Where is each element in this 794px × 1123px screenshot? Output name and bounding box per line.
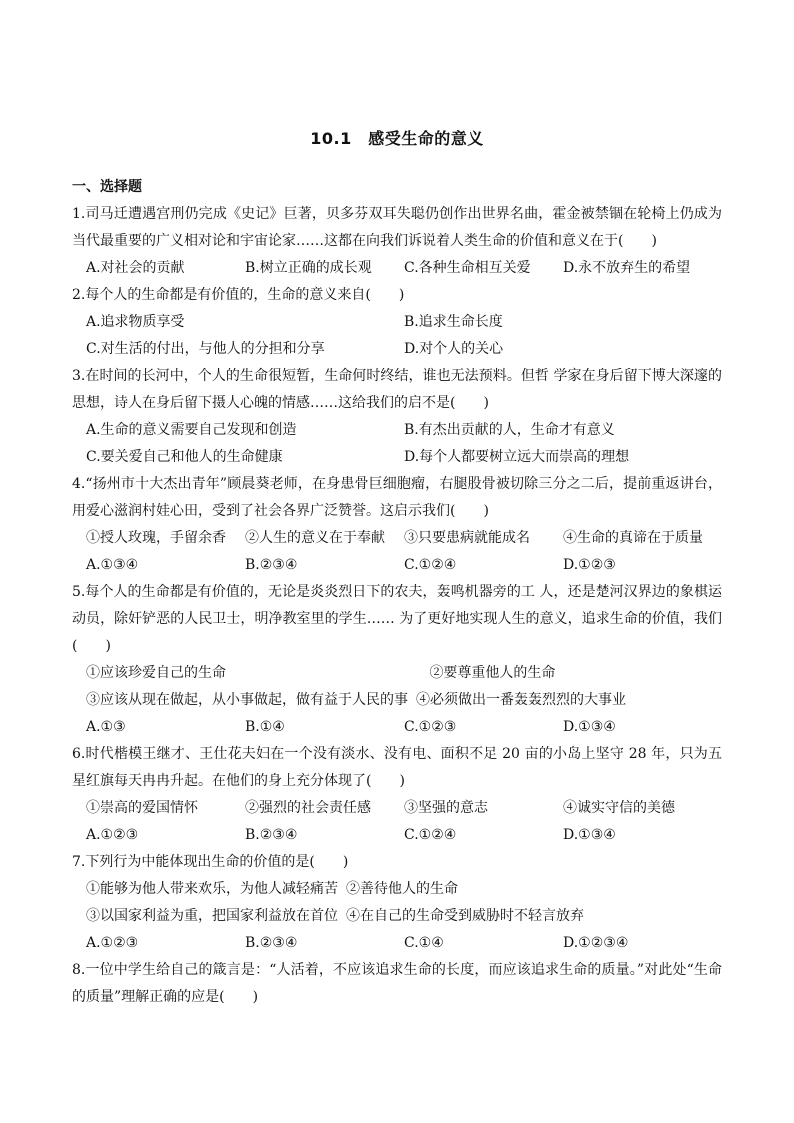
- option-c: C.①②③: [404, 719, 457, 735]
- question-7-statements-row-1: [72, 876, 722, 903]
- option-a: A.①③: [86, 719, 126, 735]
- question-4-statements: [72, 525, 722, 552]
- statement-1: ①崇高的爱国情怀: [86, 800, 198, 816]
- question-list: [72, 174, 722, 1011]
- question-4-options: [72, 552, 722, 579]
- question-6-options: [72, 822, 722, 849]
- question-2-options-row-2: [72, 336, 722, 363]
- question-1-options: [72, 255, 722, 282]
- option-b: B.②③④: [245, 827, 298, 843]
- statement-1: ①能够为他人带来欢乐，为他人减轻痛苦: [86, 881, 338, 897]
- option-a: A.对社会的贡献: [86, 260, 185, 276]
- option-d: D.每个人都要树立远大而崇高的理想: [404, 449, 630, 465]
- question-7-stem: 7.下列行为中能体现出生命的价值的是( ): [72, 854, 349, 870]
- option-d: D.永不放弃生的希望: [563, 260, 691, 276]
- option-b: B.②③④: [245, 935, 298, 951]
- option-b: B.①④: [245, 719, 285, 735]
- option-d: D.①②③④: [563, 935, 629, 951]
- statement-3: ③只要患病就能成名: [404, 530, 530, 546]
- option-c: C.①②④: [404, 827, 457, 843]
- question-7-options: [72, 930, 722, 957]
- option-c: C.①④: [404, 935, 444, 951]
- statement-4: ④生命的真谛在于质量: [563, 530, 703, 546]
- question-3-stem: 3.在时间的长河中，个人的生命很短暂，生命何时终结，谁也无法预料。但哲 学家在身后留下博大深邃的思想，诗人在身后留下摄人心魄的情感……这给我们的启不是( ): [72, 368, 722, 411]
- option-d: D.①③④: [563, 827, 616, 843]
- option-a: A.①③④: [86, 557, 139, 573]
- option-c: C.要关爱自己和他人的生命健康: [86, 449, 283, 465]
- statement-1: ①授人玫瑰，手留余香: [86, 530, 226, 546]
- page-title: 10.1 感受生命的意义: [310, 129, 484, 148]
- option-c: C.对生活的付出，与他人的分担和分享: [86, 341, 325, 357]
- question-5-stem: 5.每个人的生命都是有价值的，无论是炎炎烈日下的农夫，轰鸣机器旁的工 人，还是楚河汉界边的象棋运动员，除奸铲恶的人民卫士，明净教室里的学生…… 为了更好地实现人生的意义，追求生命的价值，我们( ): [72, 584, 722, 654]
- option-d: D.①②③: [563, 557, 616, 573]
- question-2-options-row-1: [72, 309, 722, 336]
- option-a: A.①②③: [86, 935, 139, 951]
- statement-2: ②人生的意义在于奉献: [245, 530, 385, 546]
- statement-1: ①应该珍爱自己的生命: [86, 665, 226, 681]
- option-b: B.②③④: [245, 557, 298, 573]
- statement-4: ④诚实守信的美德: [563, 800, 675, 816]
- question-5-statements-row-2: [72, 687, 722, 714]
- statement-3: ③以国家利益为重，把国家利益放在首位: [86, 908, 338, 924]
- statement-3: ③坚强的意志: [404, 800, 488, 816]
- question-1-stem: 1.司马迁遭遇宫刑仍完成《史记》巨著，贝多芬双耳失聪仍创作出世界名曲，霍金被禁锢在轮椅上仍成为当代最重要的广义相对论和宇宙论家……这都在向我们诉说着人类生命的价值和意义在于( ): [72, 206, 722, 249]
- statement-2: ②要尊重他人的生命: [429, 665, 556, 681]
- option-d: D.对个人的关心: [404, 341, 504, 357]
- question-3-options-row-1: [72, 417, 722, 444]
- section-heading: 一、选择题: [72, 179, 142, 195]
- statement-3: ③应该从现在做起，从小事做起，做有益于人民的事: [86, 692, 408, 708]
- option-a: A.追求物质享受: [86, 314, 185, 330]
- option-b: B.有杰出贡献的人，生命才有意义: [404, 422, 615, 438]
- statement-2: ②强烈的社会责任感: [245, 800, 371, 816]
- question-2-stem: 2.每个人的生命都是有价值的，生命的意义来自( ): [72, 287, 405, 303]
- option-c: C.各种生命相互关爱: [404, 260, 531, 276]
- question-6-statements: [72, 795, 722, 822]
- question-3-options-row-2: [72, 444, 722, 471]
- question-6-stem: 6.时代楷模王继才、王仕花夫妇在一个没有淡水、没有电、面积不足 20 亩的小岛上坚守 28 年，只为五星红旗每天冉冉升起。在他们的身上充分体现了( ): [72, 746, 722, 789]
- option-b: B.追求生命长度: [404, 314, 503, 330]
- option-c: C.①②④: [404, 557, 457, 573]
- option-a: A.①②③: [86, 827, 139, 843]
- question-5-statements-row-1: [72, 660, 722, 687]
- option-a: A.生命的意义需要自己发现和创造: [86, 422, 297, 438]
- statement-2: ②善待他人的生命: [346, 881, 458, 897]
- statement-4: ④在自己的生命受到威胁时不轻言放弃: [346, 908, 584, 924]
- question-7-statements-row-2: [72, 903, 722, 930]
- option-b: B.树立正确的成长观: [245, 260, 372, 276]
- question-4-stem: 4.“扬州市十大杰出青年”顾晨葵老师，在身患骨巨细胞瘤，右腿股骨被切除三分之二后，提前重返讲台，用爱心滋润村娃心田，受到了社会各界广泛赞誉。这启示我们( ): [72, 476, 722, 519]
- option-d: D.①③④: [563, 719, 616, 735]
- statement-4: ④必须做出一番轰轰烈烈的大事业: [416, 692, 626, 708]
- question-8-stem: 8.一位中学生给自己的箴言是：“人活着，不应该追求生命的长度，而应该追求生命的质量。”对此处“生命的质量”理解正确的应是( ): [72, 962, 722, 1005]
- question-5-options: [72, 714, 722, 741]
